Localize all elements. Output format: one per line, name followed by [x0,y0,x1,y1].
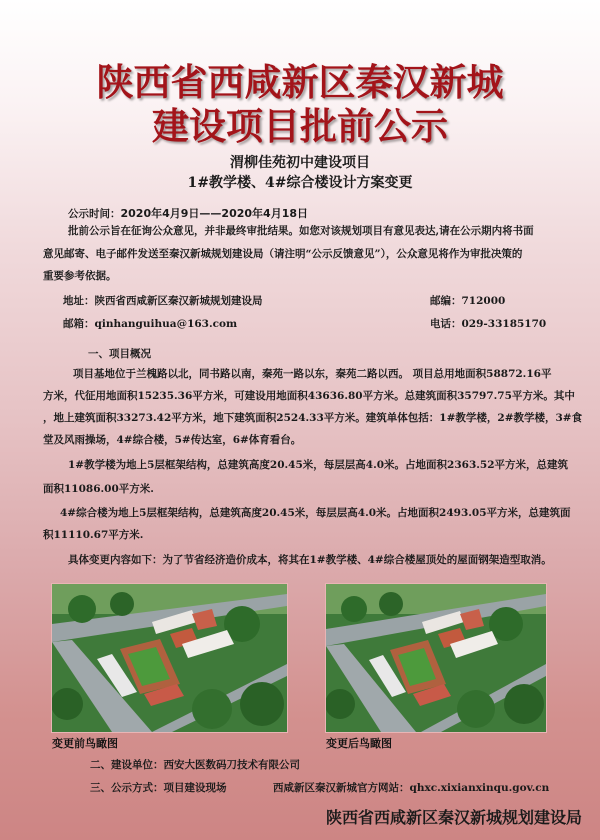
official-website[interactable]: 西咸新区秦汉新城官方网站：qhxc.xixianxinqu.gov.cn [273,782,550,794]
overview-p1-line4: 堂及风雨操场，4#综合楼，5#传达室，6#体育看台。 [43,434,302,446]
overview-p3-line2: 积11110.67平方米. [43,529,144,541]
page-title-line1: 陕西省西咸新区秦汉新城 [96,60,504,104]
overview-p3-line1: 4#综合楼为地上5层框架结构，总建筑高度20.45米，每层层高4.0米。占地面积2493.05平方米，总建筑面 [60,507,571,519]
aerial-image-before [51,583,288,733]
aerial-image-after [325,583,547,733]
notice-line-1: 批前公示旨在征询公众意见，并非最终审批结果。如您对该规划项目有意见表达,请在公示期内将书面 [68,225,534,237]
contact-address: 地址：陕西省西咸新区秦汉新城规划建设局 [63,295,263,307]
notice-line-2: 意见邮寄、电子邮件发送至秦汉新城规划建设局（请注明“公示反馈意见”），公众意见将作为审批决策的 [43,248,523,260]
section-overview-heading: 一、项目概况 [88,348,151,360]
section-method: 三、公示方式：项目建设现场 [90,782,227,794]
caption-after: 变更后鸟瞰图 [326,737,392,750]
notice-period-label: 公示时间： [68,208,121,220]
issuing-authority: 陕西省西咸新区秦汉新城规划建设局 [325,808,582,827]
contact-email[interactable]: 邮箱：qinhanguihua@163.com [63,318,238,330]
overview-p1-line2: 方米，代征用地面积15235.36平方米，可建设用地面积43636.80平方米。总建筑面积35797.75平方米。其中 [43,390,575,402]
page-title-line2: 建设项目批前公示 [152,104,448,148]
project-change-title: 1#教学楼、4#综合楼设计方案变更 [187,175,413,191]
overview-change-detail: 具体变更内容如下：为了节省经济造价成本，将其在1#教学楼、4#综合楼屋顶处的屋面钢架造型取消。 [68,554,552,566]
notice-period-value: 2020年4月9日——2020年4月18日 [120,207,308,220]
caption-before: 变更前鸟瞰图 [52,737,118,750]
overview-p2-line2: 面积11086.00平方米. [43,483,154,495]
aerial-rendering-after [326,584,546,732]
section-builder: 二、建设单位：西安大医数码刀技术有限公司 [90,759,300,771]
overview-p1-line1: 项目基地位于兰槐路以北，同书路以南，秦苑一路以东，秦苑二路以西。 项目总用地面积58872.16平 [73,368,552,380]
aerial-rendering-before [52,584,287,732]
notice-line-3: 重要参考依据。 [43,270,117,282]
contact-phone: 电话：029-33185170 [430,318,547,330]
notice-period [68,205,308,221]
overview-p2-line1: 1#教学楼为地上5层框架结构，总建筑高度20.45米，每层层高4.0米。占地面积2363.52平方米，总建筑 [68,459,569,471]
contact-postcode: 邮编：712000 [430,295,506,307]
project-name: 渭柳佳苑初中建设项目 [230,155,370,171]
overview-p1-line3: ，地上建筑面积33273.42平方米，地下建筑面积2524.33平方米。建筑单体包括：1#教学楼，2#教学楼，3#食 [43,412,583,424]
